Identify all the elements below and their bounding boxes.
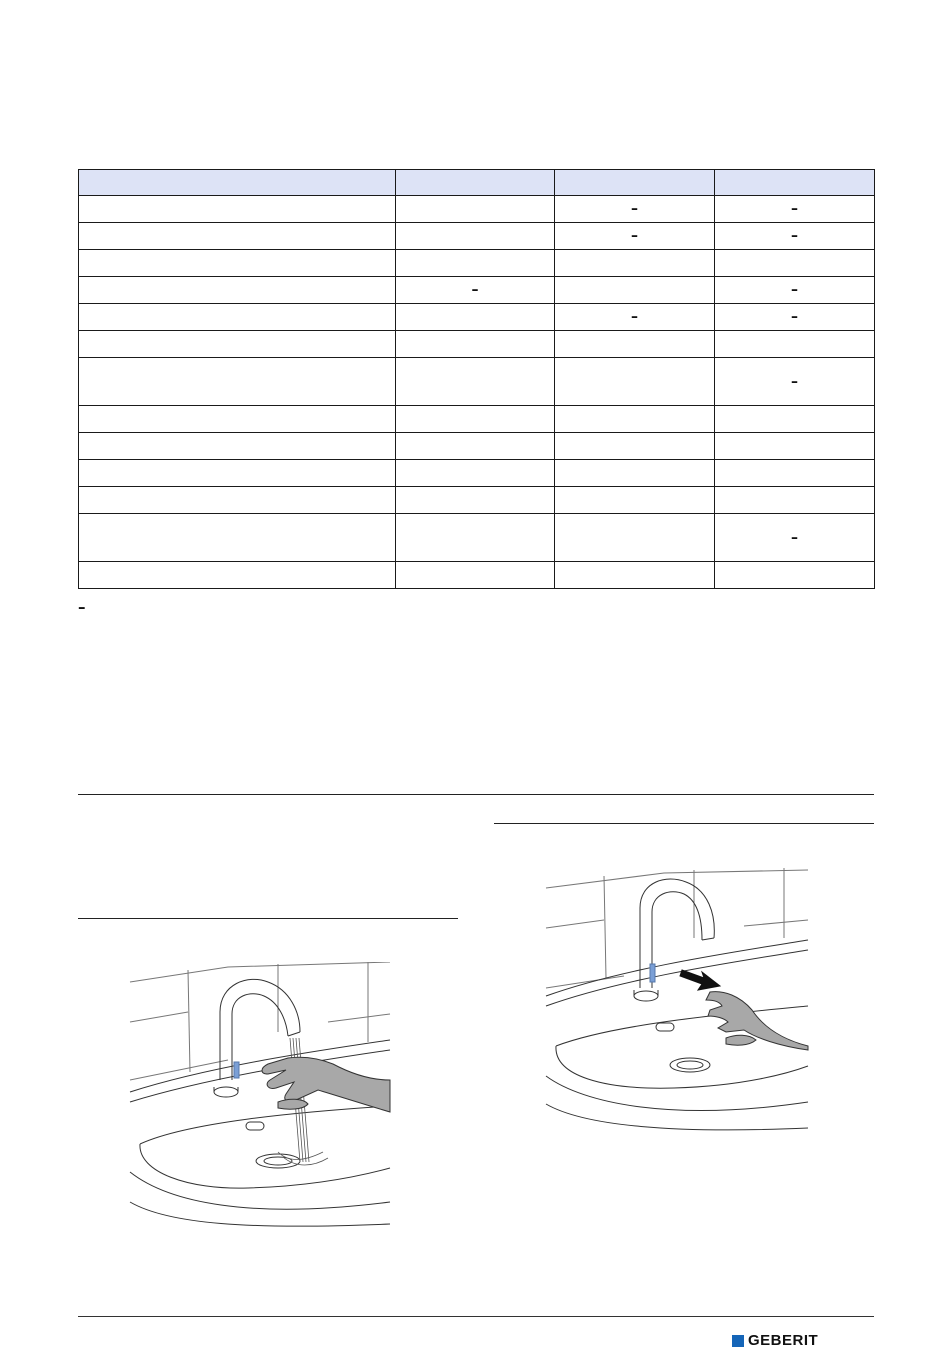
geberit-logo: [732, 1332, 818, 1349]
table-cell: [79, 223, 396, 250]
table-header-row: [79, 170, 875, 196]
table-cell: [715, 331, 875, 358]
hand-withdraw-arrow-icon: [544, 868, 810, 1134]
table-cell: [79, 196, 396, 223]
table-row: [79, 358, 875, 406]
table-row: [79, 196, 875, 223]
table-cell: [79, 487, 396, 514]
table-row: [79, 277, 875, 304]
footer-rule: [78, 1316, 874, 1317]
table-cell: –: [715, 514, 875, 562]
table-header-cell: [79, 170, 396, 196]
table-header-cell: [555, 170, 715, 196]
table-cell: [396, 562, 555, 589]
table-cell: [79, 277, 396, 304]
table-row: [79, 331, 875, 358]
table-cell: [79, 250, 396, 277]
table-cell: –: [555, 196, 715, 223]
table-cell: [715, 406, 875, 433]
section-rule: [78, 918, 458, 919]
table-row: [79, 223, 875, 250]
section-rule: [78, 794, 874, 795]
logo-square-icon: [732, 1335, 744, 1347]
table-row: [79, 562, 875, 589]
table-row: [79, 460, 875, 487]
table-cell: [555, 514, 715, 562]
table-cell: [715, 487, 875, 514]
table-cell: [396, 358, 555, 406]
table-cell: [715, 460, 875, 487]
table-cell: [79, 331, 396, 358]
table-cell: [79, 433, 396, 460]
table-cell: [555, 487, 715, 514]
table-cell: [555, 460, 715, 487]
section-rule: [494, 823, 874, 824]
table-cell: [555, 331, 715, 358]
table-header-cell: [715, 170, 875, 196]
logo-text: GEBERIT: [748, 1332, 819, 1349]
table-cell: [555, 406, 715, 433]
table-cell: [555, 433, 715, 460]
table-cell: [396, 433, 555, 460]
table-row: [79, 250, 875, 277]
table-cell: [396, 487, 555, 514]
table-cell: [555, 250, 715, 277]
table-cell: [79, 358, 396, 406]
table-cell: [555, 277, 715, 304]
table-cell: [396, 331, 555, 358]
table-cell: –: [715, 304, 875, 331]
table-cell: [396, 196, 555, 223]
table-row: [79, 514, 875, 562]
table-cell: –: [715, 196, 875, 223]
table-cell: –: [555, 304, 715, 331]
table-cell: [715, 562, 875, 589]
table-cell: [396, 514, 555, 562]
table-row: [79, 433, 875, 460]
table-cell: [396, 250, 555, 277]
table-cell: –: [715, 223, 875, 250]
table-cell: [715, 250, 875, 277]
table-cell: [79, 514, 396, 562]
table-header-cell: [396, 170, 555, 196]
table-cell: [396, 223, 555, 250]
table-row: [79, 304, 875, 331]
table-cell: [79, 406, 396, 433]
table-cell: –: [396, 277, 555, 304]
table-cell: [396, 406, 555, 433]
table-cell: [715, 433, 875, 460]
legend-dash: –: [78, 598, 86, 616]
table-row: [79, 406, 875, 433]
table-cell: –: [715, 277, 875, 304]
table-cell: [555, 562, 715, 589]
table-cell: –: [715, 358, 875, 406]
table-cell: [396, 460, 555, 487]
table-body: [79, 196, 875, 589]
table-cell: [396, 304, 555, 331]
table-row: [79, 487, 875, 514]
spec-table: [78, 169, 875, 589]
table-cell: [79, 304, 396, 331]
hand-under-faucet-icon: [128, 962, 392, 1230]
table-cell: [79, 460, 396, 487]
table-cell: [555, 358, 715, 406]
table-cell: –: [555, 223, 715, 250]
table-cell: [79, 562, 396, 589]
